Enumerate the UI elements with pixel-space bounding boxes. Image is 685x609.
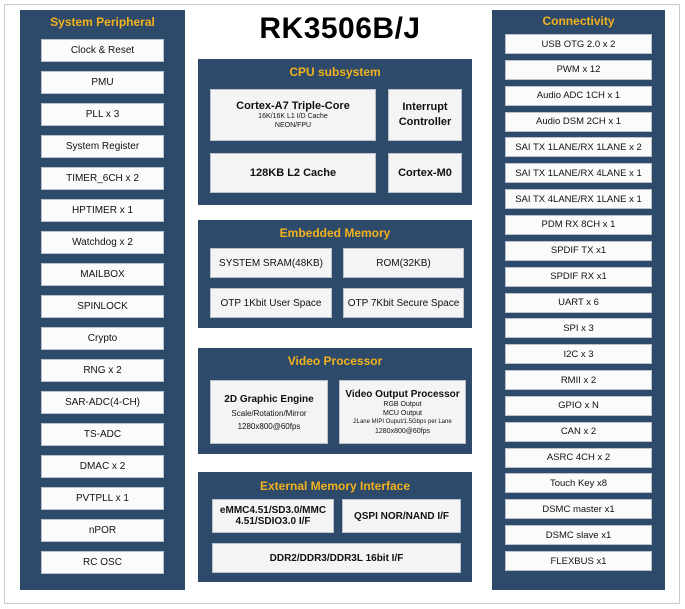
cortex-m0-block xyxy=(388,153,462,193)
connectivity-item: CAN x 2 xyxy=(505,422,652,442)
otp-secure-label: OTP 7Kbit Secure Space xyxy=(347,297,460,309)
connectivity-item: PDM RX 8CH x 1 xyxy=(505,215,652,235)
otp-secure-block xyxy=(343,288,464,318)
cortex-a7-neon: NEON/FPU xyxy=(274,122,312,129)
cortex-a7-cache: 16K/16K L1 I/D Cache xyxy=(258,113,328,120)
system-sram-block xyxy=(210,248,332,278)
system-peripheral-item: System Register xyxy=(41,135,164,158)
system-peripheral-item: Crypto xyxy=(41,327,164,350)
connectivity-item: USB OTG 2.0 x 2 xyxy=(505,34,652,54)
connectivity-item: SPDIF RX x1 xyxy=(505,267,652,287)
system-peripheral-item: RC OSC xyxy=(41,551,164,574)
connectivity-item: ASRC 4CH x 2 xyxy=(505,448,652,468)
system-peripheral-item: Clock & Reset xyxy=(41,39,164,62)
connectivity-item: Touch Key x8 xyxy=(505,473,652,493)
graphic-engine-ops: Scale/Rotation/Mirror xyxy=(231,408,307,418)
otp-user-block xyxy=(210,288,332,318)
system-peripheral-item: PMU xyxy=(41,71,164,94)
embedded-memory-title: Embedded Memory xyxy=(279,226,391,240)
connectivity-item: PWM x 12 xyxy=(505,60,652,80)
l2-cache-label: 128KB L2 Cache xyxy=(249,167,337,179)
ddr-block xyxy=(212,543,461,573)
system-peripheral-item: Watchdog x 2 xyxy=(41,231,164,254)
vop-title: Video Output Processor xyxy=(345,388,460,400)
connectivity-item: SAI TX 4LANE/RX 1LANE x 1 xyxy=(505,189,652,209)
vop-mipi: 2Lane MIPI Ouput/1.5Gbps per Lane xyxy=(353,418,452,425)
page-title: RK3506B/J xyxy=(259,12,421,45)
system-peripheral-item: MAILBOX xyxy=(41,263,164,286)
interrupt-controller-label: Interrupt Controller xyxy=(398,101,452,128)
l2-cache-block xyxy=(210,153,376,193)
connectivity-item: Audio DSM 2CH x 1 xyxy=(505,112,652,132)
connectivity-item: GPIO x N xyxy=(505,396,652,416)
vop-rgb: RGB Output xyxy=(383,400,422,408)
system-peripheral-item: SPINLOCK xyxy=(41,295,164,318)
system-peripheral-item: SAR-ADC(4-CH) xyxy=(41,391,164,414)
system-peripheral-panel xyxy=(20,10,185,590)
connectivity-item: DSMC slave x1 xyxy=(505,525,652,545)
connectivity-item: SAI TX 1LANE/RX 4LANE x 1 xyxy=(505,163,652,183)
system-peripheral-item: nPOR xyxy=(41,519,164,542)
graphic-engine-block xyxy=(210,380,328,444)
rom-label: ROM(32KB) xyxy=(376,257,431,269)
interrupt-controller-block xyxy=(388,89,462,141)
system-peripheral-item: TS-ADC xyxy=(41,423,164,446)
connectivity-title: Connectivity xyxy=(542,14,615,28)
connectivity-item: SAI TX 1LANE/RX 1LANE x 2 xyxy=(505,137,652,157)
external-memory-title: External Memory Interface xyxy=(259,479,411,493)
system-peripheral-item: PLL x 3 xyxy=(41,103,164,126)
qspi-label: QSPI NOR/NAND I/F xyxy=(353,510,449,522)
connectivity-item: RMII x 2 xyxy=(505,370,652,390)
emmc-line2: 4.51/SDIO3.0 I/F xyxy=(235,516,311,527)
connectivity-item: SPDIF TX x1 xyxy=(505,241,652,261)
connectivity-item: FLEXBUS x1 xyxy=(505,551,652,571)
connectivity-item: Audio ADC 1CH x 1 xyxy=(505,86,652,106)
connectivity-item: UART x 6 xyxy=(505,293,652,313)
system-peripheral-title: System Peripheral xyxy=(50,15,155,29)
system-peripheral-item: RNG x 2 xyxy=(41,359,164,382)
otp-user-label: OTP 1Kbit User Space xyxy=(220,297,322,309)
emmc-block xyxy=(212,499,334,533)
cpu-subsystem-panel xyxy=(198,59,472,205)
system-peripheral-item: PVTPLL x 1 xyxy=(41,487,164,510)
cortex-m0-label: Cortex-M0 xyxy=(398,167,452,179)
connectivity-item: DSMC master x1 xyxy=(505,499,652,519)
rom-block xyxy=(343,248,464,278)
graphic-engine-title: 2D Graphic Engine xyxy=(224,393,314,405)
video-output-processor-block xyxy=(339,380,466,444)
ddr-label: DDR2/DDR3/DDR3L 16bit I/F xyxy=(269,552,404,564)
vop-mcu: MCU Output xyxy=(383,409,422,417)
system-peripheral-item: HPTIMER x 1 xyxy=(41,199,164,222)
cortex-a7-title: Cortex-A7 Triple-Core xyxy=(236,100,350,112)
emmc-line1: eMMC4.51/SD3.0/MMC xyxy=(219,505,327,516)
connectivity-panel xyxy=(492,10,665,590)
external-memory-panel xyxy=(198,472,472,582)
connectivity-item: I2C x 3 xyxy=(505,344,652,364)
video-processor-title: Video Processor xyxy=(287,354,383,368)
vop-resolution: 1280x800@60fps xyxy=(375,427,430,435)
connectivity-item: SPI x 3 xyxy=(505,318,652,338)
qspi-block xyxy=(342,499,461,533)
graphic-engine-resolution: 1280x800@60fps xyxy=(237,421,301,431)
system-peripheral-item: DMAC x 2 xyxy=(41,455,164,478)
cpu-subsystem-title: CPU subsystem xyxy=(289,65,381,79)
system-peripheral-item: TIMER_6CH x 2 xyxy=(41,167,164,190)
system-sram-label: SYSTEM SRAM(48KB) xyxy=(219,257,323,269)
embedded-memory-panel xyxy=(198,220,472,328)
video-processor-panel xyxy=(198,348,472,454)
cortex-a7-block xyxy=(210,89,376,141)
